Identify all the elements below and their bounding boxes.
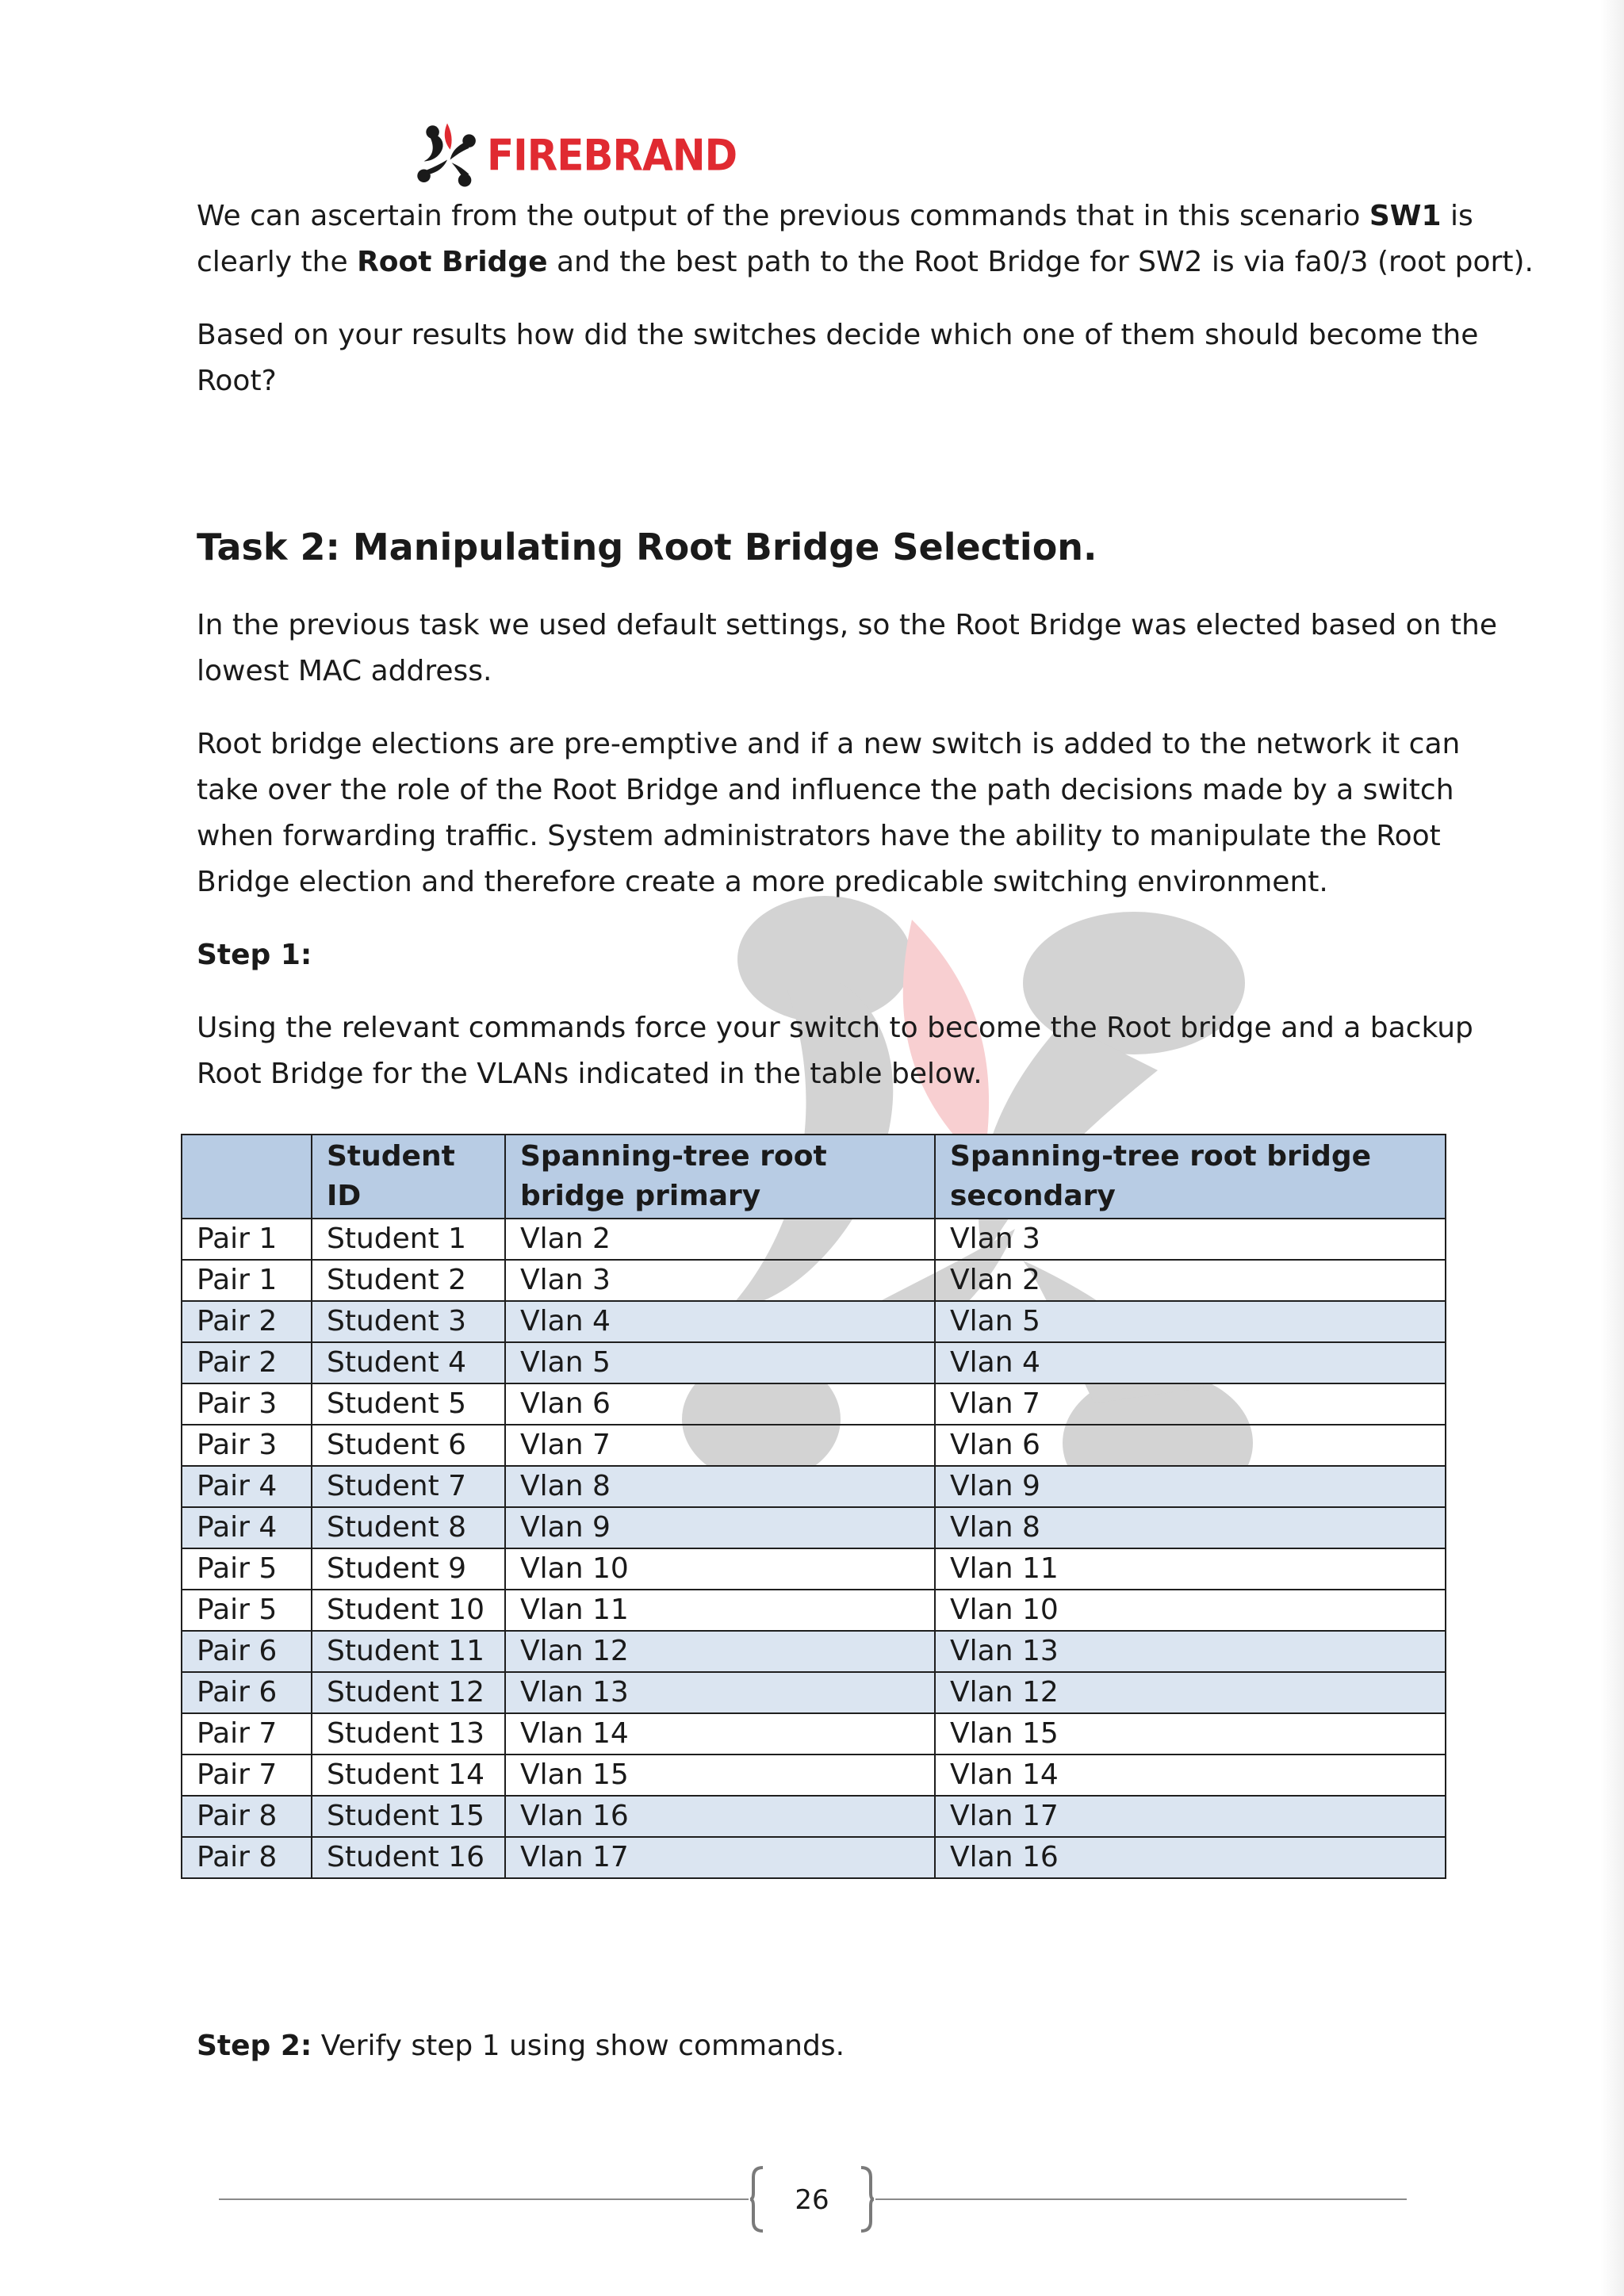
table-cell: Pair 8 xyxy=(182,1837,312,1878)
table-cell: Pair 7 xyxy=(182,1713,312,1755)
text-run: Using the relevant commands force your switch to become the Root bridge and a backup xyxy=(197,1012,1473,1044)
table-cell: Pair 4 xyxy=(182,1507,312,1548)
table-header-row xyxy=(182,1135,1446,1219)
task2-paragraph-1 xyxy=(197,603,1497,695)
table-cell: Student 5 xyxy=(312,1383,505,1425)
table-row xyxy=(182,1425,1446,1466)
table-cell: Vlan 6 xyxy=(935,1425,1446,1466)
footer-rule-left xyxy=(219,2198,749,2200)
table-cell: Vlan 14 xyxy=(935,1755,1446,1796)
vlan-assignment-table xyxy=(181,1134,1446,1879)
text-run: and the best path to the Root Bridge for SW2 is via fa0/3 (root port). xyxy=(547,246,1534,278)
text-run: Root Bridge for the VLANs indicated in the table below. xyxy=(197,1058,982,1090)
table-cell: Student 6 xyxy=(312,1425,505,1466)
text-run: clearly the xyxy=(197,246,358,278)
page-content xyxy=(197,193,1534,1097)
text-run: Root bridge elections are pre-emptive and if a new switch is added to the network it can xyxy=(197,728,1461,760)
table-cell: Vlan 9 xyxy=(505,1507,935,1548)
table-row xyxy=(182,1631,1446,1672)
table-cell: Pair 6 xyxy=(182,1672,312,1713)
table-cell: Student 8 xyxy=(312,1507,505,1548)
text-run: Bridge election and therefore create a more predicable switching environment. xyxy=(197,866,1328,898)
bold-root-bridge: Root Bridge xyxy=(357,246,548,278)
text-run: Verify step 1 using show commands. xyxy=(312,2030,845,2062)
table-cell: Vlan 14 xyxy=(505,1713,935,1755)
firebrand-logo-text: FIREBRAND xyxy=(487,130,737,181)
table-cell: Vlan 2 xyxy=(935,1260,1446,1301)
table-cell: Vlan 9 xyxy=(935,1466,1446,1507)
table-cell: Vlan 7 xyxy=(935,1383,1446,1425)
step2-paragraph xyxy=(197,2023,845,2069)
table-cell: Vlan 4 xyxy=(505,1301,935,1342)
table-cell: Pair 1 xyxy=(182,1260,312,1301)
table-row xyxy=(182,1796,1446,1837)
table-cell: Student 13 xyxy=(312,1713,505,1755)
table-header-cell: Spanning-tree root bridge secondary xyxy=(935,1135,1446,1219)
table-cell: Vlan 11 xyxy=(505,1590,935,1631)
firebrand-logo xyxy=(411,116,737,195)
table-cell: Vlan 5 xyxy=(935,1301,1446,1342)
table-cell: Student 2 xyxy=(312,1260,505,1301)
table-cell: Vlan 7 xyxy=(505,1425,935,1466)
table-cell: Pair 5 xyxy=(182,1548,312,1590)
bold-sw1: SW1 xyxy=(1369,200,1442,232)
table-cell: Pair 4 xyxy=(182,1466,312,1507)
table-cell: Pair 8 xyxy=(182,1796,312,1837)
text-run: lowest MAC address. xyxy=(197,655,492,687)
table-cell: Pair 5 xyxy=(182,1590,312,1631)
text-run: We can ascertain from the output of the previous commands that in this scenario xyxy=(197,200,1369,232)
table-cell: Vlan 5 xyxy=(505,1342,935,1383)
table-cell: Vlan 17 xyxy=(505,1837,935,1878)
text-run: when forwarding traffic. System administrators have the ability to manipulate the Root xyxy=(197,820,1441,852)
table-cell: Pair 1 xyxy=(182,1219,312,1260)
table-row xyxy=(182,1590,1446,1631)
table-cell: Vlan 4 xyxy=(935,1342,1446,1383)
task2-paragraph-2 xyxy=(197,721,1461,905)
table-cell: Vlan 11 xyxy=(935,1548,1446,1590)
step1-paragraph xyxy=(197,1005,1473,1097)
table-cell: Pair 3 xyxy=(182,1425,312,1466)
table-cell: Vlan 13 xyxy=(935,1631,1446,1672)
table-cell: Student 15 xyxy=(312,1796,505,1837)
table-cell: Vlan 8 xyxy=(505,1466,935,1507)
table-row xyxy=(182,1837,1446,1878)
table-row xyxy=(182,1548,1446,1590)
table-cell: Pair 7 xyxy=(182,1755,312,1796)
table-cell: Pair 3 xyxy=(182,1383,312,1425)
table-cell: Pair 2 xyxy=(182,1342,312,1383)
table-cell: Vlan 15 xyxy=(935,1713,1446,1755)
table-row xyxy=(182,1219,1446,1260)
table-cell: Student 12 xyxy=(312,1672,505,1713)
footer-left-bracket xyxy=(750,2166,766,2233)
table-row xyxy=(182,1383,1446,1425)
text-run: take over the role of the Root Bridge and influence the path decisions made by a switch xyxy=(197,774,1454,806)
table-cell: Student 9 xyxy=(312,1548,505,1590)
table-cell: Vlan 12 xyxy=(935,1672,1446,1713)
table-cell: Vlan 10 xyxy=(935,1590,1446,1631)
table-header-cell xyxy=(182,1135,312,1219)
table-cell: Student 3 xyxy=(312,1301,505,1342)
table-cell: Vlan 10 xyxy=(505,1548,935,1590)
table-cell: Vlan 3 xyxy=(505,1260,935,1301)
intro-paragraph-1 xyxy=(197,193,1534,285)
table-row xyxy=(182,1672,1446,1713)
text-run: Root? xyxy=(197,365,277,397)
table-row xyxy=(182,1301,1446,1342)
table-cell: Vlan 8 xyxy=(935,1507,1446,1548)
intro-paragraph-2 xyxy=(197,312,1479,404)
page-number: 26 xyxy=(795,2184,829,2216)
step1-label: Step 1: xyxy=(197,939,312,971)
footer-rule-right xyxy=(875,2198,1407,2200)
table-header-cell: Student ID xyxy=(312,1135,505,1219)
table-body xyxy=(182,1219,1446,1878)
table-cell: Student 4 xyxy=(312,1342,505,1383)
table-row xyxy=(182,1466,1446,1507)
table-cell: Student 16 xyxy=(312,1837,505,1878)
table-cell: Vlan 15 xyxy=(505,1755,935,1796)
table-cell: Vlan 2 xyxy=(505,1219,935,1260)
table-cell: Pair 6 xyxy=(182,1631,312,1672)
text-run: is xyxy=(1441,200,1473,232)
table-cell: Student 11 xyxy=(312,1631,505,1672)
step2-label: Step 2: xyxy=(197,2030,312,2062)
table-row xyxy=(182,1342,1446,1383)
task2-heading: Task 2: Manipulating Root Bridge Selection. xyxy=(197,526,1097,568)
table-cell: Student 10 xyxy=(312,1590,505,1631)
table-header-cell: Spanning-tree root bridge primary xyxy=(505,1135,935,1219)
table-cell: Vlan 3 xyxy=(935,1219,1446,1260)
table-cell: Vlan 17 xyxy=(935,1796,1446,1837)
firebrand-logo-icon xyxy=(411,119,484,192)
table-cell: Student 1 xyxy=(312,1219,505,1260)
table-row xyxy=(182,1755,1446,1796)
table-cell: Vlan 12 xyxy=(505,1631,935,1672)
table-row xyxy=(182,1260,1446,1301)
table-cell: Pair 2 xyxy=(182,1301,312,1342)
table-cell: Student 14 xyxy=(312,1755,505,1796)
text-run: Based on your results how did the switches decide which one of them should become the xyxy=(197,319,1479,351)
table-row xyxy=(182,1713,1446,1755)
table-cell: Vlan 16 xyxy=(505,1796,935,1837)
footer-right-bracket xyxy=(858,2166,874,2233)
table-cell: Vlan 13 xyxy=(505,1672,935,1713)
table-row xyxy=(182,1507,1446,1548)
table-cell: Vlan 16 xyxy=(935,1837,1446,1878)
text-run: In the previous task we used default settings, so the Root Bridge was elected based on the xyxy=(197,609,1497,641)
table-cell: Vlan 6 xyxy=(505,1383,935,1425)
page-edge-shadow xyxy=(1600,0,1624,2296)
table-cell: Student 7 xyxy=(312,1466,505,1507)
